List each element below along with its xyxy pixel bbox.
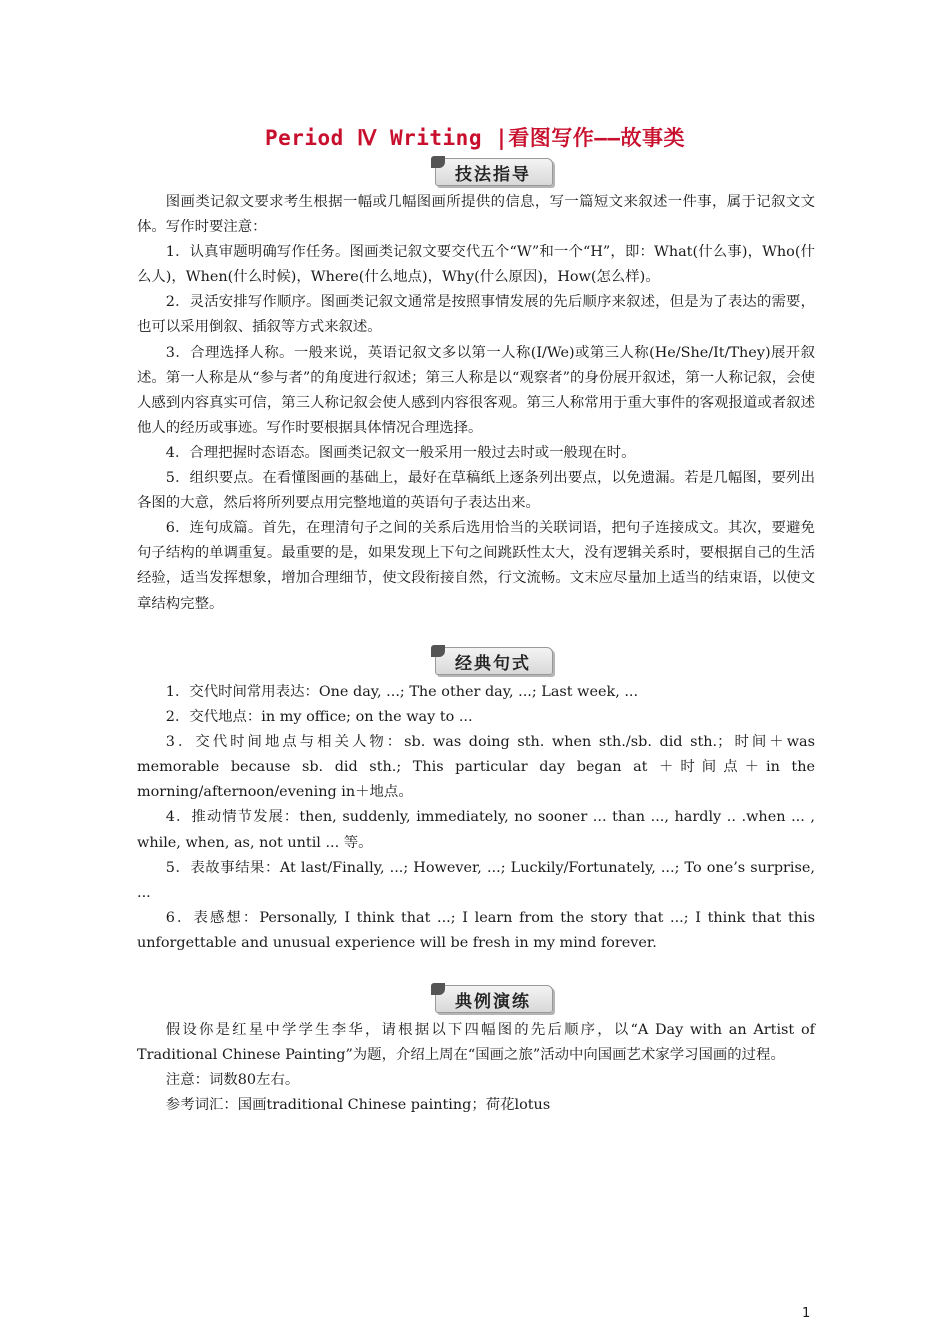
page-number: 1 — [802, 1306, 811, 1321]
paragraph: 3．交代时间地点与相关人物：sb. was doing sth. when sth./sb. did sth.；时间＋was memorable because sb. did sth.; This particular day began at ＋时间点＋in the morning/afternoon/evening in＋地点。 — [137, 734, 815, 801]
paragraph: 参考词汇：国画traditional Chinese painting；荷花lotus — [165, 1097, 551, 1114]
page-title: Period Ⅳ Writing |看图写作——故事类 — [264, 126, 686, 150]
paragraph: 图画类记叙文要求考生根据一幅或几幅图画所提供的信息，写一篇短文来叙述一件事，属于记叙文文体。写作时要注意： — [137, 194, 815, 236]
section-label: 典例演练 — [455, 992, 531, 1012]
patterns-section — [137, 680, 815, 956]
paragraph: 6．连句成篇。首先，在理清句子之间的关系后选用恰当的关联词语，把句子连接成文。其次，要避免句子结构的单调重复。最重要的是，如果发现上下句之间跳跃性太大，没有逻辑关系时，要根据自己的生活经验，适当发挥想象，增加合理细节，使文段衔接自然，行文流畅。文末应尽量加上适当的结束语，以使文章结构完整。 — [137, 520, 815, 612]
section-label: 经典句式 — [455, 654, 531, 674]
paragraph: 3．合理选择人称。一般来说，英语记叙文多以第一人称(I/We)或第三人称(He/She/It/They)展开叙述。第一人称是从“参与者”的角度进行叙述；第三人称是以“观察者”的身份展开叙述，第一人称记叙，会使人感到内容真实可信，第三人称记叙会使人感到内容很客观。第三人称常用于重大事件的客观报道或者叙述他人的经历或事迹。写作时要根据具体情况合理选择。 — [137, 344, 815, 436]
skills-section — [137, 190, 815, 617]
paragraph: 2．交代地点：in my office; on the way to ... — [165, 709, 473, 726]
paragraph: 6．表感想：Personally, I think that ...; I learn from the story that ...; I think that this unforgettable and unusual experience will be fresh in my mind forever. — [137, 909, 815, 951]
section-label: 技法指导 — [455, 165, 531, 185]
paragraph: 4．合理把握时态语态。图画类记叙文一般采用一般过去时或一般现在时。 — [165, 444, 636, 461]
paragraph: 1．认真审题明确写作任务。图画类记叙文要交代五个“W”和一个“H”，即：What(什么事)，Who(什么人)，When(什么时候)，Where(什么地点)，Why(什么原因)，How(怎么样)。 — [137, 244, 815, 286]
paragraph: 假设你是红星中学学生李华，请根据以下四幅图的先后顺序，以“A Day with an Artist of Traditional Chinese Painting”为题，介绍上周在“国画之旅”活动中向国画艺术家学习国画的过程。 — [137, 1022, 815, 1064]
section-header-patterns — [431, 647, 553, 675]
paragraph: 1．交代时间常用表达：One day, ...; The other day, ...; Last week, ... — [165, 684, 639, 700]
paragraph: 5．组织要点。在看懂图画的基础上，最好在草稿纸上逐条列出要点，以免遗漏。若是几幅图，要列出各图的大意，然后将所列要点用完整地道的英语句子表达出来。 — [137, 470, 815, 512]
paragraph: 5．表故事结果：At last/Finally, ...; However, ...; Luckily/Fortunately, ...; To one’s surprise, ... — [137, 859, 815, 901]
section-header-example — [431, 985, 553, 1013]
section-header-skills — [431, 158, 553, 186]
paragraph: 2．灵活安排写作顺序。图画类记叙文通常是按照事情发展的先后顺序来叙述，但是为了表达的需要，也可以采用倒叙、插叙等方式来叙述。 — [137, 294, 815, 336]
example-section — [137, 1018, 815, 1118]
paragraph: 注意：词数80左右。 — [165, 1072, 300, 1089]
paragraph: 4．推动情节发展：then, suddenly, immediately, no sooner ... than ..., hardly .. .when ... , while, when, as, not until ... 等。 — [137, 809, 815, 851]
